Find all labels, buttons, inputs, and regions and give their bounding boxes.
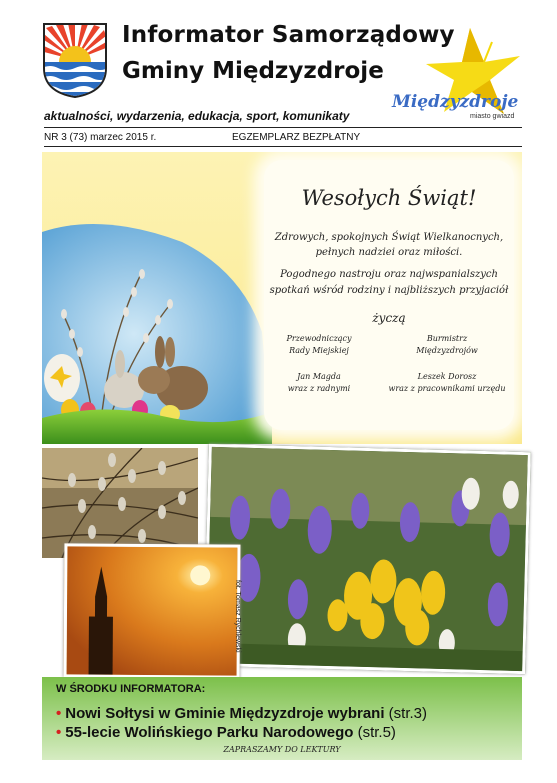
sunset-church-photo — [64, 543, 241, 678]
chairman-name: Jan Magda — [297, 372, 341, 381]
inside-heading: W ŚRODKU INFORMATORA: — [56, 683, 206, 695]
divider — [44, 127, 522, 128]
masthead-title-line2: Gminy Międzyzdroje — [122, 58, 384, 84]
photo-credit: fot. Tomasz Rychlewski — [234, 580, 241, 653]
chairman-with: wraz z radnymi — [287, 384, 351, 393]
municipal-crest — [42, 22, 108, 98]
catkins-photo — [42, 448, 198, 558]
inside-issue-box — [42, 677, 522, 760]
page-ref: (str.5) — [357, 724, 396, 741]
tagline: aktualności, wydarzenia, edukacja, sport, komunikaty — [44, 109, 350, 123]
greeting-line: spotkań wśród rodziny i najbliższych przyjaciół — [269, 285, 509, 296]
free-copy-label: EGZEMPLARZ BEZPŁATNY — [232, 132, 361, 143]
easter-greeting-card — [42, 152, 522, 444]
article-title: Nowi Sołtysi w Gminie Międzyzdroje wybrani — [65, 705, 385, 722]
list-item — [56, 724, 396, 741]
greeting-line: Zdrowych, spokojnych Świąt Wielkanocnych, — [274, 232, 504, 243]
bullet-icon: • — [56, 705, 62, 722]
greeting-title: Wesołych Świąt! — [301, 186, 477, 210]
mayor-role: Międzyzdrojów — [416, 346, 478, 355]
greeting-wish: życzą — [372, 311, 406, 325]
easter-illustration — [42, 212, 272, 444]
list-item — [56, 705, 427, 722]
chairman-role: Przewodniczący — [286, 334, 352, 343]
crocus-photo — [203, 444, 531, 674]
chairman-role: Rady Miejskiej — [289, 346, 349, 355]
issue-number: NR 3 (73) marzec 2015 r. — [44, 132, 157, 143]
greeting-line: Pogodnego nastroju oraz najwspanialszych — [280, 269, 498, 280]
greeting-line: pełnych nadziei oraz miłości. — [315, 247, 463, 258]
page-ref: (str.3) — [388, 705, 428, 722]
logo-wordmark: Międzyzdroje — [392, 92, 519, 112]
divider — [44, 146, 522, 147]
mayor-with: wraz z pracownikami urzędu — [388, 384, 506, 393]
masthead-title-line1: Informator Samorządowy — [122, 22, 455, 48]
mayor-name: Leszek Dorosz — [417, 372, 477, 381]
article-title: 55-lecie Wolińskiego Parku Narodowego — [65, 724, 354, 741]
logo-subtitle: miasto gwiazd — [470, 113, 515, 120]
mayor-role: Burmistrz — [426, 334, 468, 343]
bullet-icon: • — [56, 724, 62, 741]
invitation-footer: ZAPRASZAMY DO LEKTURY — [223, 745, 341, 754]
